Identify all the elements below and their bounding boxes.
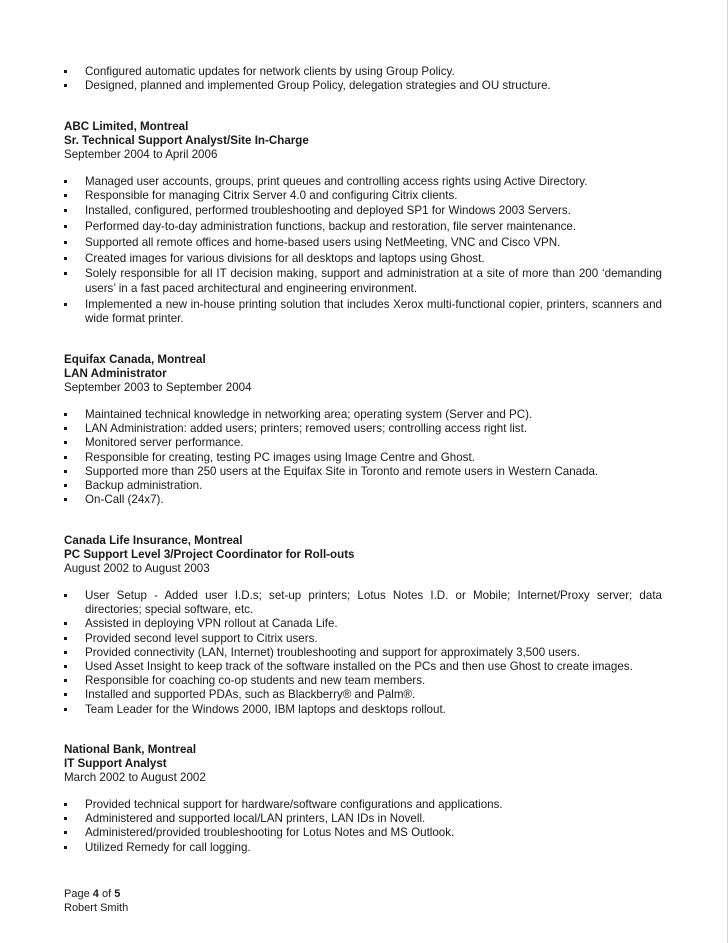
footer-author-name: Robert Smith <box>64 901 129 914</box>
bullet-icon <box>64 441 67 444</box>
bullet-icon <box>64 651 67 654</box>
bullet-icon <box>64 679 67 682</box>
bullet-icon <box>64 180 67 183</box>
bullet-icon <box>64 241 67 244</box>
list-item: User Setup - Added user I.D.s; set-up printers; Lotus Notes I.D. or Mobile; Internet/Proxy server; data directories; special software, etc. <box>64 589 662 617</box>
job-bullet-list-national-bank <box>64 798 662 855</box>
bullet-icon <box>64 84 67 87</box>
bullet-icon <box>64 427 67 430</box>
job-header-canada-life <box>64 534 662 577</box>
job-header-abc-limited <box>64 120 662 163</box>
list-item: Responsible for creating, testing PC images using Image Centre and Ghost. <box>64 451 662 465</box>
bullet-icon <box>64 637 67 640</box>
list-item: Installed and supported PDAs, such as Blackberry® and Palm®. <box>64 688 662 702</box>
job-title: PC Support Level 3/Project Coordinator for Roll-outs <box>64 548 355 562</box>
list-item: Backup administration. <box>64 479 662 493</box>
bullet-icon <box>64 303 67 306</box>
list-item: Created images for various divisions for all desktops and laptops using Ghost. <box>64 252 662 266</box>
bullet-icon <box>64 708 67 711</box>
bullet-icon <box>64 484 67 487</box>
bullet-icon <box>64 470 67 473</box>
bullet-icon <box>64 194 67 197</box>
bullet-icon <box>64 272 67 275</box>
job-title: IT Support Analyst <box>64 757 167 771</box>
list-item: Performed day-to-day administration functions, backup and restoration, file server maintenance. <box>64 220 662 234</box>
list-item: Provided second level support to Citrix users. <box>64 632 662 646</box>
job-dates: March 2002 to August 2002 <box>64 771 206 785</box>
bullet-icon <box>64 594 67 597</box>
page-number: Page 4 of 5 <box>64 888 121 900</box>
intro-bullet-list <box>64 65 662 93</box>
bullet-icon <box>64 817 67 820</box>
job-title: Sr. Technical Support Analyst/Site In-Charge <box>64 134 309 148</box>
company-name: Canada Life Insurance, Montreal <box>64 534 243 547</box>
bullet-icon <box>64 846 67 849</box>
bullet-icon <box>64 498 67 501</box>
total-page-count: 5 <box>114 888 121 900</box>
job-dates: September 2003 to September 2004 <box>64 381 252 395</box>
list-item: Solely responsible for all IT decision making, support and administration at a site of more than 200 ‘demanding users’ in a fast paced architectural and engineering environment. <box>64 267 662 296</box>
list-item: Provided technical support for hardware/software configurations and applications. <box>64 798 662 812</box>
bullet-icon <box>64 70 67 73</box>
job-bullet-list-equifax <box>64 408 662 507</box>
bullet-icon <box>64 803 67 806</box>
bullet-icon <box>64 693 67 696</box>
job-dates: September 2004 to April 2006 <box>64 148 218 162</box>
list-item: Managed user accounts, groups, print queues and controlling access rights using Active Directory. <box>64 175 662 189</box>
bullet-icon <box>64 622 67 625</box>
list-item: Responsible for coaching co-op students and new team members. <box>64 674 662 688</box>
bullet-icon <box>64 831 67 834</box>
bullet-icon <box>64 456 67 459</box>
job-dates: August 2002 to August 2003 <box>64 562 210 576</box>
bullet-icon <box>64 225 67 228</box>
page-footer <box>64 888 128 915</box>
list-item: On-Call (24x7). <box>64 493 662 507</box>
list-item: Responsible for managing Citrix Server 4.0 and configuring Citrix clients. <box>64 189 662 203</box>
list-item: Supported all remote offices and home-based users using NetMeeting, VNC and Cisco VPN. <box>64 236 662 250</box>
list-item: Maintained technical knowledge in networking area; operating system (Server and PC). <box>64 408 662 422</box>
list-item: Administered/provided troubleshooting for Lotus Notes and MS Outlook. <box>64 826 662 840</box>
job-header-equifax <box>64 353 662 396</box>
job-title: LAN Administrator <box>64 367 167 381</box>
list-item: Administered and supported local/LAN printers, LAN IDs in Novell. <box>64 812 662 826</box>
list-item: Provided connectivity (LAN, Internet) troubleshooting and support for approximately 3,500 users. <box>64 646 662 660</box>
list-item: Used Asset Insight to keep track of the software installed on the PCs and then use Ghost to create images. <box>64 660 662 674</box>
bullet-icon <box>64 665 67 668</box>
list-item: Utilized Remedy for call logging. <box>64 841 662 855</box>
company-name: National Bank, Montreal <box>64 743 197 756</box>
list-item: Installed, configured, performed troubleshooting and deployed SP1 for Windows 2003 Servers. <box>64 204 662 218</box>
list-item: Implemented a new in-house printing solution that includes Xerox multi-functional copier, printers, scanners and wide format printer. <box>64 298 662 327</box>
company-name: Equifax Canada, Montreal <box>64 353 206 366</box>
list-item: Designed, planned and implemented Group Policy, delegation strategies and OU structure. <box>64 79 662 93</box>
list-item: LAN Administration: added users; printers; removed users; controlling access right list. <box>64 422 662 436</box>
job-bullet-list-canada-life <box>64 589 662 717</box>
list-item: Configured automatic updates for network clients by using Group Policy. <box>64 65 662 79</box>
company-name: ABC Limited, Montreal <box>64 120 189 133</box>
list-item: Team Leader for the Windows 2000, IBM laptops and desktops rollout. <box>64 703 662 717</box>
bullet-icon <box>64 413 67 416</box>
current-page-number: 4 <box>92 888 99 900</box>
list-item: Assisted in deploying VPN rollout at Canada Life. <box>64 617 662 631</box>
list-item: Supported more than 250 users at the Equifax Site in Toronto and remote users in Western Canada. <box>64 465 662 479</box>
job-bullet-list-abc-limited <box>64 175 662 327</box>
bullet-icon <box>64 209 67 212</box>
bullet-icon <box>64 257 67 260</box>
job-header-national-bank <box>64 743 662 786</box>
list-item: Monitored server performance. <box>64 436 662 450</box>
